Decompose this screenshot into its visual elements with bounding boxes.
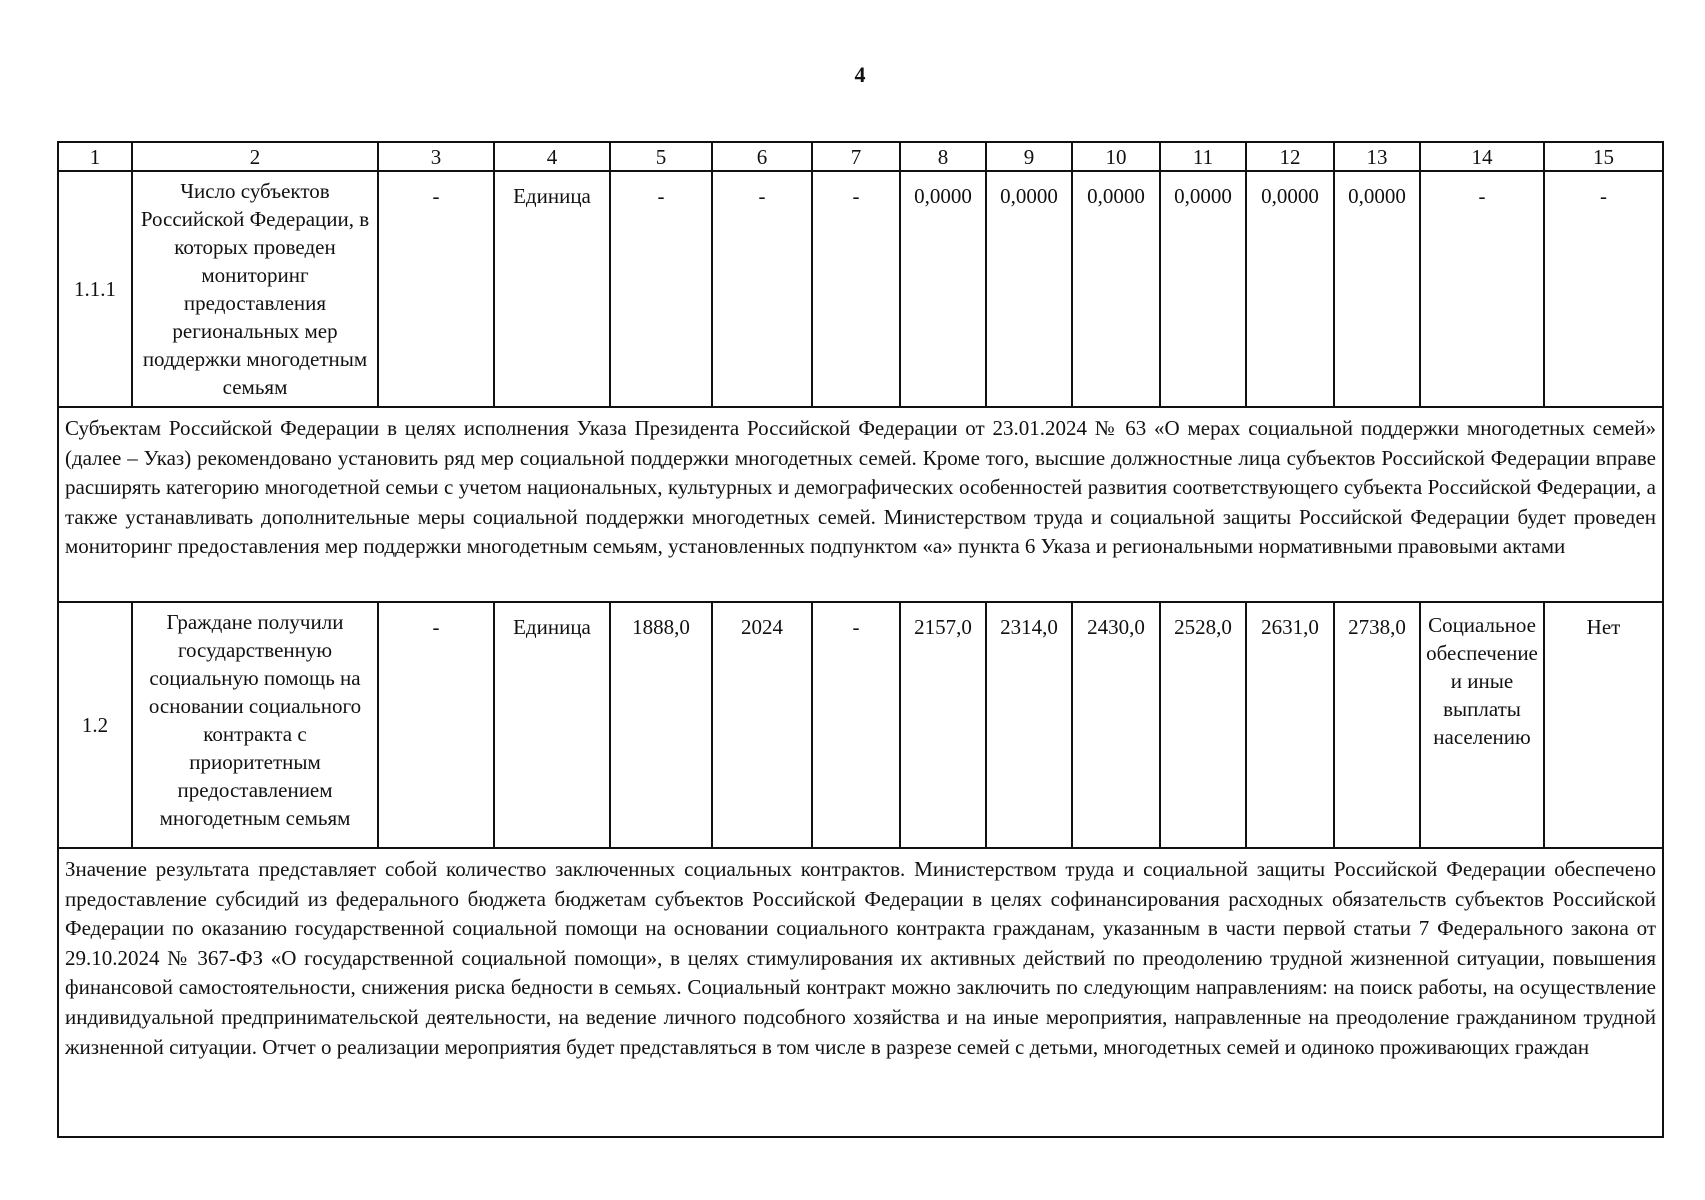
header-cell: 12 (1246, 142, 1334, 171)
header-cell: 11 (1160, 142, 1246, 171)
cell-c6: 2024 (712, 602, 812, 848)
cell-c11: 2528,0 (1160, 602, 1246, 848)
cell-c8: 0,0000 (900, 171, 986, 407)
row-code: 1.2 (58, 602, 132, 848)
page-number: 4 (854, 62, 866, 87)
table-row-1-1-1 (58, 171, 1663, 407)
cell-c10: 0,0000 (1072, 171, 1160, 407)
cell-c10: 2430,0 (1072, 602, 1160, 848)
cell-c5: - (610, 171, 712, 407)
header-cell: 1 (58, 142, 132, 171)
cell-c7: - (812, 171, 900, 407)
header-cell: 2 (132, 142, 378, 171)
header-cell: 3 (378, 142, 494, 171)
results-table (57, 141, 1664, 1138)
cell-c6: - (712, 171, 812, 407)
cell-c14: - (1420, 171, 1544, 407)
row-code: 1.1.1 (58, 171, 132, 407)
header-cell: 9 (986, 142, 1072, 171)
cell-c8: 2157,0 (900, 602, 986, 848)
row-name: Число субъектов Российской Федерации, в которых проведен мониторинг предоставления региональных мер поддержки многодетным семьям (132, 171, 378, 407)
cell-budget-type: Социальное обеспечение и иные выплаты населению (1420, 602, 1544, 848)
header-row (58, 142, 1663, 171)
header-cell: 13 (1334, 142, 1420, 171)
note-row-1 (58, 407, 1663, 602)
header-cell: 7 (812, 142, 900, 171)
cell-c13: 0,0000 (1334, 171, 1420, 407)
cell-c9: 2314,0 (986, 602, 1072, 848)
cell-c7: - (812, 602, 900, 848)
cell-c12: 0,0000 (1246, 171, 1334, 407)
note-text: Субъектам Российской Федерации в целях исполнения Указа Президента Российской Федерации от 23.01.2024 № 63 «О мерах социальной поддержки многодетных семей» (далее – Указ) рекомендовано установить ряд мер социальной поддержки многодетных семей. Кроме того, высшие должностные лица субъектов Российской Федерации вправе расширять категорию многодетной семьи с учетом национальных, культурных и демографических особенностей развития соответствующего субъекта Российской Федерации, а также устанавливать дополнительные меры социальной поддержки многодетных семей. Министерством труда и социальной защиты Российской Федерации будет проведен мониторинг предоставления мер поддержки многодетным семьям, установленных подпунктом «а» пункта 6 Указа и региональными нормативными правовыми актами (58, 407, 1663, 602)
cell-c15: Нет (1544, 602, 1663, 848)
cell-c3: - (378, 171, 494, 407)
cell-unit: Единица (494, 602, 610, 848)
row-name: Граждане получили государственную социальную помощь на основании социального контракта с приоритетным предоставлением многодетным семьям (132, 602, 378, 848)
cell-c12: 2631,0 (1246, 602, 1334, 848)
header-cell: 6 (712, 142, 812, 171)
cell-c13: 2738,0 (1334, 602, 1420, 848)
header-cell: 4 (494, 142, 610, 171)
header-cell: 10 (1072, 142, 1160, 171)
cell-c3: - (378, 602, 494, 848)
note-row-2 (58, 848, 1663, 1137)
table-row-1-2 (58, 602, 1663, 848)
cell-c9: 0,0000 (986, 171, 1072, 407)
header-cell: 15 (1544, 142, 1663, 171)
header-cell: 5 (610, 142, 712, 171)
header-cell: 14 (1420, 142, 1544, 171)
cell-c11: 0,0000 (1160, 171, 1246, 407)
cell-c5: 1888,0 (610, 602, 712, 848)
cell-unit: Единица (494, 171, 610, 407)
cell-c15: - (1544, 171, 1663, 407)
note-text: Значение результата представляет собой количество заключенных социальных контрактов. Министерством труда и социальной защиты Российской Федерации обеспечено предоставление субсидий из федерального бюджета бюджетам субъектов Российской Федерации в целях софинансирования расходных обязательств субъектов Российской Федерации по оказанию государственной социальной помощи на основании социального контракта гражданам, указанным в части первой статьи 7 Федерального закона от 29.10.2024 № 367-ФЗ «О государственной социальной помощи», в целях стимулирования их активных действий по преодолению трудной жизненной ситуации, повышения финансовой самостоятельности, снижения риска бедности в семьях. Социальный контракт можно заключить по следующим направлениям: на поиск работы, на осуществление индивидуальной предпринимательской деятельности, на ведение личного подсобного хозяйства и на иные мероприятия, направленные на преодоление гражданином трудной жизненной ситуации. Отчет о реализации мероприятия будет представляться в том числе в разрезе семей с детьми, многодетных семей и одиноко проживающих граждан (58, 848, 1663, 1137)
header-cell: 8 (900, 142, 986, 171)
